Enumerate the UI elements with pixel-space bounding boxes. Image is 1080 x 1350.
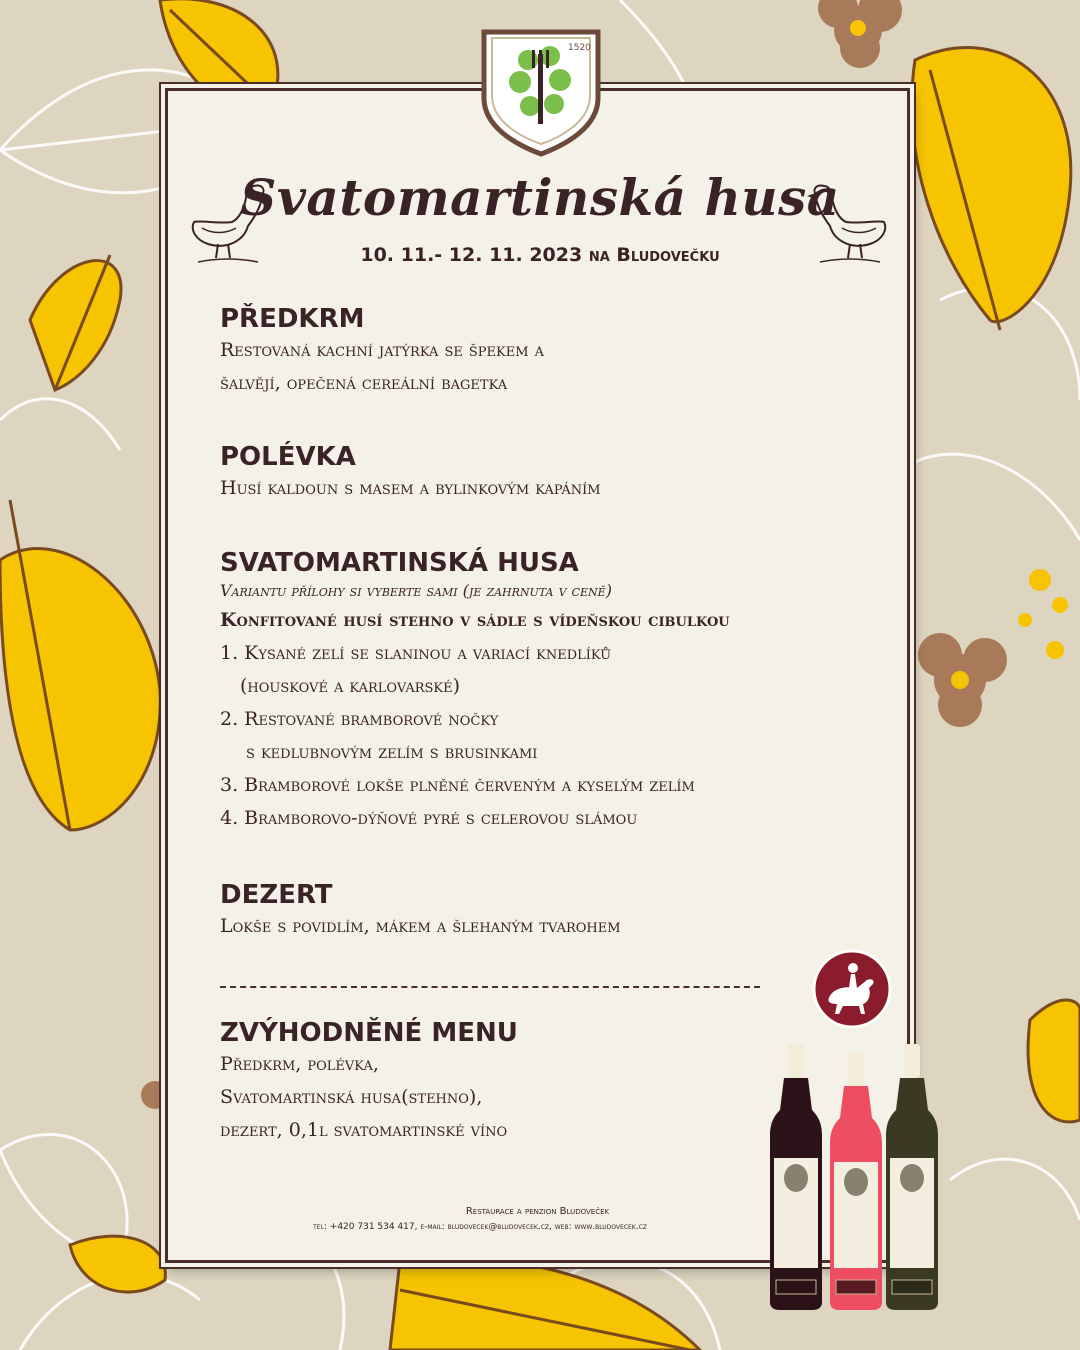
wine-bottles-image <box>762 1040 952 1312</box>
side-option-4: 4. Bramborovo-dýňové pyré s celerovou slámou <box>220 807 638 829</box>
dashed-divider <box>220 986 760 988</box>
winery-horse-rider-icon <box>811 948 893 1030</box>
menu-line: dezert, 0,1l svatomartinské víno <box>220 1119 508 1141</box>
menu-line: Svatomartinská husa(stehno), <box>220 1086 483 1108</box>
side-dish-note: Variantu přílohy si vyberte sami (je zahrnuta v ceně) <box>220 581 612 600</box>
footer-contact: tel: +420 731 534 417, e-mail: bludovecek@bludovecek.cz, web: www.bludovecek.cz <box>313 1222 647 1232</box>
restaurant-logo <box>478 26 604 158</box>
section-heading: DEZERT <box>220 880 333 910</box>
section-heading: ZVÝHODNĚNÉ MENU <box>220 1018 518 1048</box>
menu-line: Restovaná kachní jatýrka se špekem a <box>220 339 544 361</box>
logo-year: 1520 <box>568 43 591 53</box>
section-dessert <box>220 880 621 943</box>
menu-line: Předkrm, polévka, <box>220 1053 379 1075</box>
side-option-3: 3. Bramborové lokše plněné červeným a kyselým zelím <box>220 774 695 796</box>
menu-line: šalvějí, opečená cereální bagetka <box>220 372 508 394</box>
menu-line: Lokše s povidlím, mákem a šlehaným tvarohem <box>220 915 621 937</box>
side-option-2: 2. Restované bramborové nočky <box>220 708 499 730</box>
side-option-2-detail: s kedlubnovým zelím s brusinkami <box>246 741 538 763</box>
menu-line: Husí kaldoun s masem a bylinkovým kapáním <box>220 477 601 499</box>
side-option-1: 1. Kysané zelí se slaninou a variací knedlíků <box>220 642 612 664</box>
section-heading: SVATOMARTINSKÁ HUSA <box>220 548 579 578</box>
section-set-menu <box>220 1018 518 1147</box>
event-dates: 10. 11.- 12. 11. 2023 na Bludovečku <box>360 244 720 266</box>
section-heading: PŘEDKRM <box>220 304 365 334</box>
section-starter <box>220 304 544 400</box>
section-goose <box>220 548 730 835</box>
footer-restaurant-name: Restaurace a penzion Bludoveček <box>465 1206 610 1217</box>
section-soup <box>220 442 601 505</box>
main-dish: Konfitované husí stehno v sádle s vídeňskou cibulkou <box>220 609 730 631</box>
page-title: Svatomartinská husa <box>240 168 840 227</box>
side-option-1-detail: (houskové a karlovarské) <box>240 675 461 697</box>
section-heading: POLÉVKA <box>220 442 356 472</box>
